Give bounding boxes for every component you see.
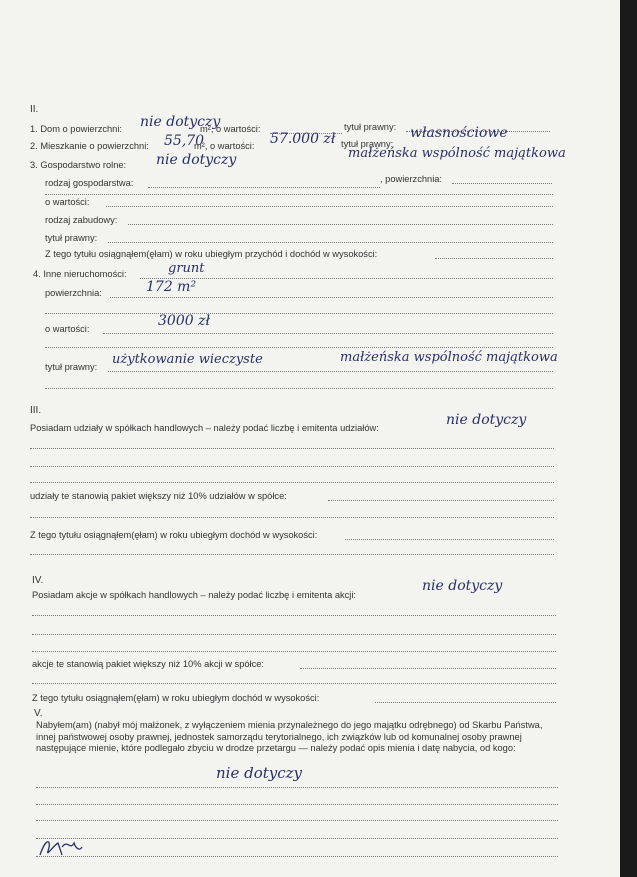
dom-unit: m², o wartości: <box>200 124 261 134</box>
inne-powierzchnia-line <box>110 297 553 298</box>
dochod-2-line <box>435 258 553 259</box>
section-3-heading: III. <box>30 405 42 416</box>
fill-line <box>45 194 553 195</box>
fill-line <box>45 388 553 389</box>
o-wartosci-line <box>106 206 553 207</box>
akcje-pakiet-line <box>300 668 556 669</box>
inne-tytul-value-2: małżeńska wspólność majątkowa <box>340 350 558 365</box>
fill-line <box>45 347 553 348</box>
akcje-dochod-line <box>375 702 556 703</box>
dom-value: nie dotyczy <box>140 114 221 130</box>
fill-line <box>36 820 558 821</box>
inne-line <box>140 278 553 279</box>
inne-tytul-value: użytkowanie wieczyste <box>112 352 263 367</box>
tytul-prawny-line <box>108 242 553 243</box>
section-2-heading: II. <box>30 104 39 115</box>
mieszkanie-title-2: małżeńska wspólność majątkowa <box>348 146 566 161</box>
gospodarstwo-value: nie dotyczy <box>156 152 237 168</box>
dochod-2-label: Z tego tytułu osiągnąłem(ęłam) w roku ubiegłym przychód i dochód w wysokości: <box>45 249 378 259</box>
inne-wartosc-label: o wartości: <box>45 324 90 334</box>
section-4-heading: IV. <box>32 575 44 586</box>
dom-label: 1. Dom o powierzchni: <box>30 124 122 134</box>
inne-powierzchnia-label: powierzchnia: <box>45 288 102 298</box>
fill-line <box>30 448 554 449</box>
mieszkanie-title: własnościowe <box>410 125 508 141</box>
fill-line <box>36 838 558 839</box>
fill-line <box>32 683 556 684</box>
fill-line <box>32 651 556 652</box>
fill-line <box>45 313 553 314</box>
rodzaj-zabudowy-label: rodzaj zabudowy: <box>45 215 118 225</box>
inne-powierzchnia-value: 172 m² <box>146 279 197 295</box>
udzialy-value: nie dotyczy <box>446 412 527 428</box>
fill-line <box>36 804 558 805</box>
inne-tytul-line <box>108 371 553 372</box>
mieszkanie-unit: m², o wartości: <box>194 141 255 151</box>
mieszkanie-title-label: tytuł prawny: <box>341 139 394 149</box>
o-wartosci-label: o wartości: <box>45 197 90 207</box>
fill-line <box>30 517 554 518</box>
nabycie-text: Nabyłem(am) (nabył mój małżonek, z wyłączeniem mienia przynależnego do jego majątku odrębnego) od Skarbu Państwa, innej państwowej osoby prawnej, jednostek samorządu terytorialnego, ich związków lub od komunalnej osoby prawnej następujące mienie, które podlegało zbyciu w drodze przetargu — należy podać opis mienia i datę nabycia, od kogo: <box>36 720 543 753</box>
fill-line <box>32 634 556 635</box>
inne-wartosc-value: 3000 zł <box>158 313 210 329</box>
section-5-heading: V. <box>34 708 43 719</box>
akcje-pakiet-label: akcje te stanowią pakiet większy niż 10% akcji w spółce: <box>32 659 265 669</box>
rodzaj-zabudowy-line <box>128 224 553 225</box>
udzialy-pakiet-line <box>328 500 554 501</box>
akcje-label: Posiadam akcje w spółkach handlowych – należy podać liczbę i emitenta akcji: <box>32 590 357 600</box>
initials-signature <box>36 833 86 859</box>
udzialy-dochod-line <box>345 539 554 540</box>
tytul-prawny-label: tytuł prawny: <box>45 233 98 243</box>
mieszkanie-area: 55,70 <box>164 133 205 149</box>
fill-line <box>36 787 558 788</box>
rodzaj-gospodarstwa-line <box>148 187 380 188</box>
dom-title-label: tytuł prawny: <box>344 122 397 132</box>
nabycie-value: nie dotyczy <box>216 764 303 782</box>
fill-line <box>36 856 558 857</box>
powierzchnia-line <box>452 183 552 184</box>
inne-tytul-label: tytuł prawny: <box>45 362 98 372</box>
inne-wartosc-line <box>103 333 553 334</box>
udzialy-dochod-label: Z tego tytułu osiągnąłem(ęłam) w roku ubiegłym dochód w wysokości: <box>30 530 318 540</box>
fill-line <box>30 466 554 467</box>
gospodarstwo-label: 3. Gospodarstwo rolne: <box>30 160 127 170</box>
powierzchnia-label: , powierzchnia: <box>380 174 443 184</box>
mieszkanie-value: 57.000 zł <box>270 131 336 147</box>
fill-line <box>32 615 556 616</box>
fill-line <box>30 554 554 555</box>
akcje-dochod-label: Z tego tytułu osiągnąłem(ęłam) w roku ubiegłym dochód w wysokości: <box>32 693 320 703</box>
udzialy-label: Posiadam udziały w spółkach handlowych – należy podać liczbę i emitenta udziałów: <box>30 423 379 433</box>
akcje-value: nie dotyczy <box>422 578 503 594</box>
udzialy-pakiet-label: udziały te stanowią pakiet większy niż 10% udziałów w spółce: <box>30 491 287 501</box>
mieszkanie-label: 2. Mieszkanie o powierzchni: <box>30 141 149 151</box>
fill-line <box>30 482 554 483</box>
inne-nieruchomosci-value: grunt <box>168 261 205 276</box>
rodzaj-gospodarstwa-label: rodzaj gospodarstwa: <box>45 178 134 188</box>
scan-edge <box>620 0 637 877</box>
inne-nieruchomosci-label: 4. Inne nieruchomości: <box>33 269 127 279</box>
